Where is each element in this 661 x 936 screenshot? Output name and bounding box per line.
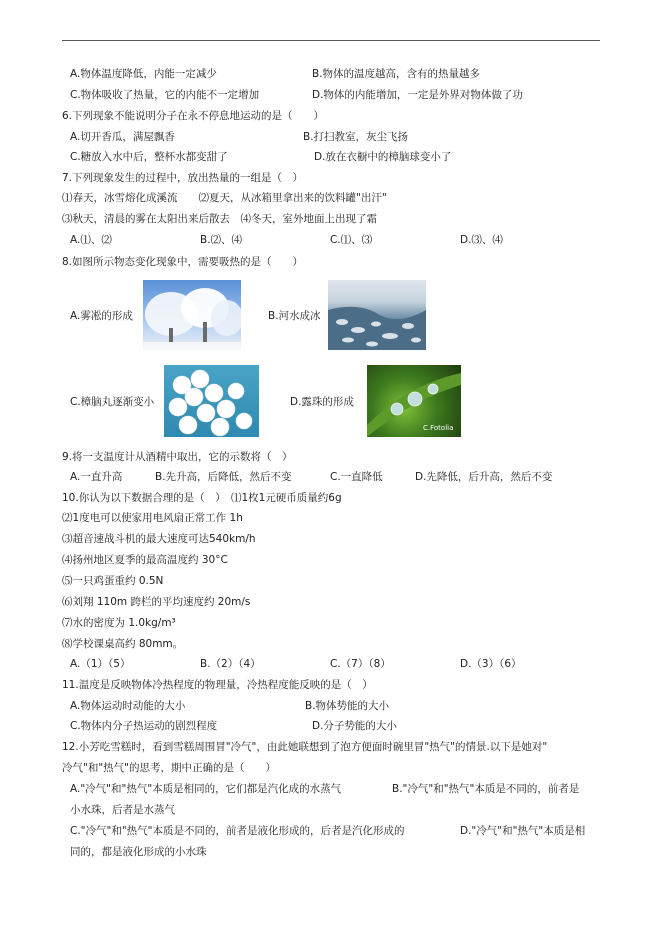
q7-stem: 7.下列现象发生的过程中，放出热量的一组是（ ） (62, 172, 304, 184)
naphthalene-image (164, 365, 259, 437)
q10-option-d: D.（3）（6） (460, 658, 522, 670)
q7-line1: ⑴春天，冰雪熔化成溪流 ⑵夏天，从冰箱里拿出来的饮料罐"出汗" (62, 192, 387, 204)
q10-item-8: ⑻学校课桌高约 80mm。 (62, 638, 184, 650)
q11-option-c: C.物体内分子热运动的剧烈程度 (70, 720, 218, 732)
q10-option-a: A.（1）（5） (70, 658, 131, 670)
rime-image (143, 280, 241, 350)
q10-option-b: B.（2）（4） (200, 658, 261, 670)
q10-item-4: ⑷扬州地区夏季的最高温度约 30°C (62, 554, 228, 566)
river-ice-image (328, 280, 426, 350)
q10-item-7: ⑺水的密度为 1.0kg/m³ (62, 617, 176, 629)
q10-item-5: ⑸一只鸡蛋重约 0.5N (62, 575, 164, 587)
q6-option-c: C.糖放入水中后，整杯水都变甜了 (70, 151, 228, 163)
q11-option-a: A.物体运动时动能的大小 (70, 700, 186, 712)
q8-option-c: C.樟脑丸逐渐变小 (70, 396, 155, 408)
q12-option-d-line1: D."冷气"和"热气"本质是相 (460, 825, 586, 837)
q7-option-d: D.⑶、⑷ (460, 234, 503, 246)
q5-option-a: A.物体温度降低，内能一定减少 (70, 68, 217, 80)
q5-option-c: C.物体吸收了热量，它的内能不一定增加 (70, 89, 260, 101)
q12-option-c: C."冷气"和"热气"本质是不同的，前者是液化形成的，后者是汽化形成的 (70, 825, 405, 837)
q6-option-d: D.放在衣橱中的樟脑球变小了 (314, 151, 452, 163)
q7-option-b: B.⑵、⑷ (200, 234, 243, 246)
q12-option-b-line2: 小水珠，后者是水蒸气 (70, 804, 175, 816)
q8-stem: 8.如图所示物态变化现象中，需要吸热的是（ ） (62, 256, 304, 268)
header-rule (62, 40, 600, 41)
q8-option-b: B.河水成冰 (268, 310, 321, 322)
q12-option-b-line1: B."冷气"和"热气"本质是不同的，前者是 (392, 783, 580, 795)
q9-option-d: D.先降低，后升高，然后不变 (415, 471, 553, 483)
q6-option-a: A.切开香瓜，满屋飘香 (70, 131, 175, 143)
q10-item-6: ⑹刘翔 110m 跨栏的平均速度约 20m/s (62, 596, 251, 608)
q12-option-d-line2: 同的，都是液化形成的小水珠 (70, 846, 207, 858)
q5-option-b: B.物体的温度越高，含有的热量越多 (312, 68, 481, 80)
q7-option-a: A.⑴、⑵ (70, 234, 112, 246)
q12-stem-line1: 12.小芳吃雪糕时，看到雪糕周围冒"冷气"，由此她联想到了泡方便面时碗里冒"热气"的情景.以下是她对" (62, 741, 548, 753)
q9-option-c: C.一直降低 (330, 471, 383, 483)
q7-option-c: C.⑴、⑶ (330, 234, 373, 246)
dew-image (367, 365, 461, 437)
q6-option-b: B.打扫教室，灰尘飞扬 (303, 131, 409, 143)
q6-stem: 6.下列现象不能说明分子在永不停息地运动的是（ ） (62, 110, 325, 122)
q8-option-a: A.雾凇的形成 (70, 310, 133, 322)
q9-option-b: B.先升高，后降低，然后不变 (155, 471, 292, 483)
q10-item-3: ⑶超音速战斗机的最大速度可达540km/h (62, 533, 256, 545)
q9-option-a: A.一直升高 (70, 471, 123, 483)
q10-item-2: ⑵1度电可以使家用电风扇正常工作 1h (62, 512, 243, 524)
q10-stem: 10.你认为以下数据合理的是（ ） ⑴1枚1元硬币质量约6g (62, 492, 342, 504)
q7-line2: ⑶秋天，清晨的雾在太阳出来后散去 ⑷冬天，室外地面上出现了霜 (62, 213, 377, 225)
q8-option-d: D.露珠的形成 (290, 396, 354, 408)
q11-option-d: D.分子势能的大小 (312, 720, 397, 732)
q9-stem: 9.将一支温度计从酒精中取出，它的示数将（ ） (62, 451, 293, 463)
q12-stem-line2: 冷气"和"热气"的思考，期中正确的是（ ） (62, 762, 276, 774)
q11-option-b: B.物体势能的大小 (305, 700, 390, 712)
q11-stem: 11.温度是反映物体冷热程度的物理量，冷热程度能反映的是（ ） (62, 679, 373, 691)
q10-option-c: C.（7）（8） (330, 658, 391, 670)
dew-image-watermark: C.Fotolia (423, 424, 454, 432)
q12-option-a: A."冷气"和"热气"本质是相同的，它们都是汽化成的水蒸气 (70, 783, 342, 795)
q5-option-d: D.物体的内能增加，一定是外界对物体做了功 (312, 89, 523, 101)
